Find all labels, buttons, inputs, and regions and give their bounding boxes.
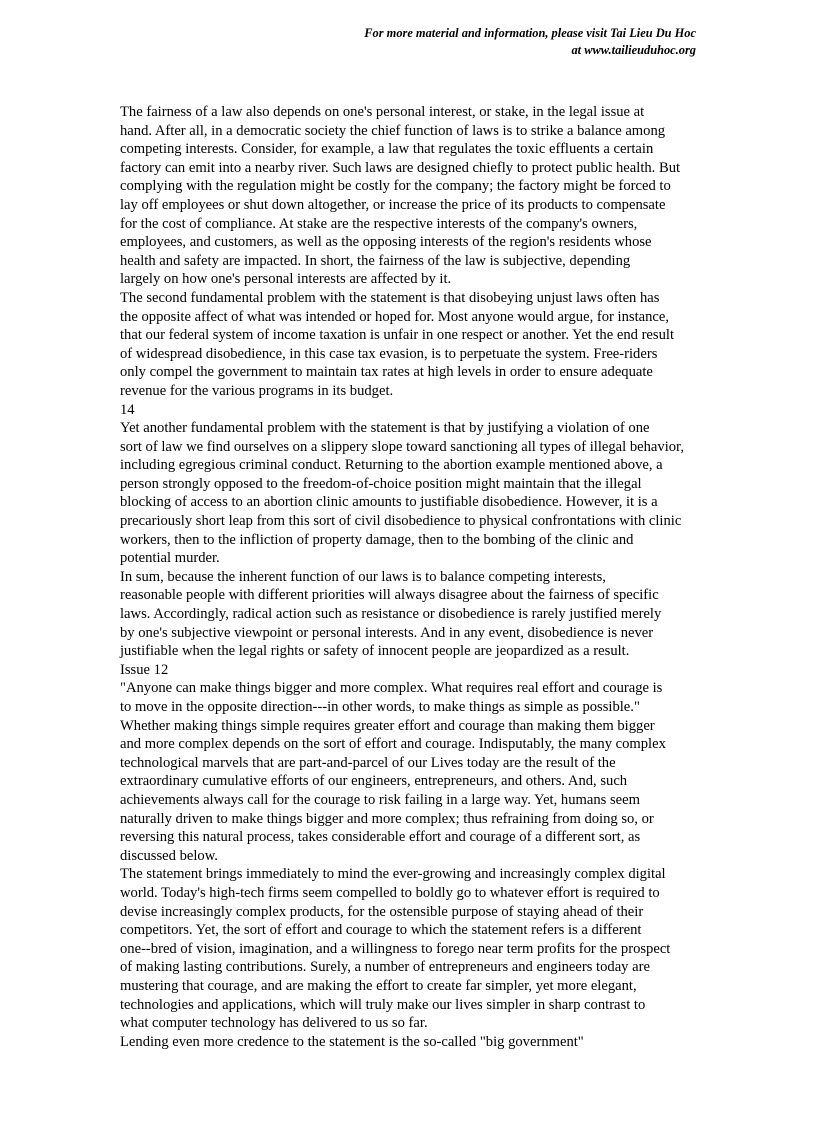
text-line: of making lasting contributions. Surely, a number of entrepreneurs and engineers today are xyxy=(120,959,650,976)
header-line-2: at www.tailieuduhoc.org xyxy=(571,43,696,57)
document-body xyxy=(120,103,710,1051)
text-line: extraordinary cumulative efforts of our engineers, entrepreneurs, and others. And, such xyxy=(120,773,628,790)
text-line: that our federal system of income taxation is unfair in one respect or another. Yet the end result xyxy=(120,327,674,344)
text-line: person strongly opposed to the freedom-of-choice position might maintain that the illegal xyxy=(120,475,642,492)
text-line: Issue 12 xyxy=(120,661,169,678)
text-line: technologies and applications, which will truly make our lives simpler in sharp contrast to xyxy=(120,996,646,1013)
text-line: laws. Accordingly, radical action such as resistance or disobedience is rarely justified merely xyxy=(120,606,662,623)
text-line: competitors. Yet, the sort of effort and courage to which the statement refers is a different xyxy=(120,922,642,939)
text-line: largely on how one's personal interests are affected by it. xyxy=(120,271,452,288)
text-line: reversing this natural process, takes considerable effort and courage of a different sort, as xyxy=(120,829,641,846)
text-line: reasonable people with different priorities will always disagree about the fairness of specific xyxy=(120,587,659,604)
text-line: Lending even more credence to the statement is the so-called "big government" xyxy=(120,1033,584,1050)
text-line: mustering that courage, and are making the effort to create far simpler, yet more elegant, xyxy=(120,977,637,994)
text-line: technological marvels that are part-and-parcel of our Lives today are the result of the xyxy=(120,754,616,771)
text-line: precariously short leap from this sort of civil disobedience to physical confrontations with clinic xyxy=(120,513,682,530)
text-line: employees, and customers, as well as the opposing interests of the region's residents whose xyxy=(120,234,652,251)
text-line: justifiable when the legal rights or safety of innocent people are jeopardized as a result. xyxy=(120,643,630,660)
text-line: naturally driven to make things bigger and more complex; thus refraining from doing so, or xyxy=(120,810,654,827)
text-line: factory can emit into a nearby river. Such laws are designed chiefly to protect public health. But xyxy=(120,159,681,176)
header-line-1: For more material and information, please visit Tai Lieu Du Hoc xyxy=(364,26,696,40)
text-line: 14 xyxy=(120,401,135,418)
text-line: by one's subjective viewpoint or personal interests. And in any event, disobedience is never xyxy=(120,624,654,641)
text-line: only compel the government to maintain tax rates at high levels in order to ensure adequate xyxy=(120,364,653,381)
text-line: The second fundamental problem with the statement is that disobeying unjust laws often has xyxy=(120,289,660,306)
text-line: discussed below. xyxy=(120,847,218,864)
text-line: complying with the regulation might be costly for the company; the factory might be forced to xyxy=(120,178,671,195)
text-line: one--bred of vision, imagination, and a willingness to forego near term profits for the prospect xyxy=(120,940,671,957)
text-line: In sum, because the inherent function of our laws is to balance competing interests, xyxy=(120,568,606,585)
text-line: to move in the opposite direction---in other words, to make things as simple as possible." xyxy=(120,699,640,715)
text-line: what computer technology has delivered to us so far. xyxy=(120,1015,428,1032)
text-line: blocking of access to an abortion clinic amounts to justifiable disobedience. However, it is a xyxy=(120,494,658,511)
text-line: health and safety are impacted. In short, the fairness of the law is subjective, depending xyxy=(120,252,631,269)
text-line: devise increasingly complex products, for the ostensible purpose of staying ahead of their xyxy=(120,903,644,920)
page-header xyxy=(364,25,696,59)
text-line: The statement brings immediately to mind the ever-growing and increasingly complex digital xyxy=(120,866,666,883)
text-line: competing interests. Consider, for example, a law that regulates the toxic effluents a certain xyxy=(120,141,654,158)
text-line: revenue for the various programs in its budget. xyxy=(120,382,394,399)
text-line: Yet another fundamental problem with the statement is that by justifying a violation of one xyxy=(120,420,650,437)
text-line: achievements always call for the courage to risk failing in a large way. Yet, humans seem xyxy=(120,791,640,808)
text-line: including egregious criminal conduct. Returning to the abortion example mentioned above, a xyxy=(120,457,663,474)
text-line: workers, then to the infliction of property damage, then to the bombing of the clinic and xyxy=(120,531,634,548)
text-line: world. Today's high-tech firms seem compelled to boldly go to whatever effort is required to xyxy=(120,884,660,901)
text-line: hand. After all, in a democratic society the chief function of laws is to strike a balance among xyxy=(120,122,666,139)
text-line: sort of law we find ourselves on a slippery slope toward sanctioning all types of illegal behavior, xyxy=(120,438,684,455)
text-line: lay off employees or shut down altogether, or increase the price of its products to compensate xyxy=(120,196,666,213)
text-line: of widespread disobedience, in this case tax evasion, is to perpetuate the system. Free-riders xyxy=(120,345,658,362)
text-line: and more complex depends on the sort of effort and courage. Indisputably, the many complex xyxy=(120,736,666,753)
text-line: potential murder. xyxy=(120,550,220,567)
text-line: "Anyone can make things bigger and more complex. What requires real effort and courage is xyxy=(120,680,663,697)
text-line: for the cost of compliance. At stake are the respective interests of the company's owners, xyxy=(120,215,638,232)
text-line: the opposite affect of what was intended or hoped for. Most anyone would argue, for instance, xyxy=(120,308,670,325)
text-line: The fairness of a law also depends on one's personal interest, or stake, in the legal issue at xyxy=(120,104,645,120)
text-line: Whether making things simple requires greater effort and courage than making them bigger xyxy=(120,717,655,734)
